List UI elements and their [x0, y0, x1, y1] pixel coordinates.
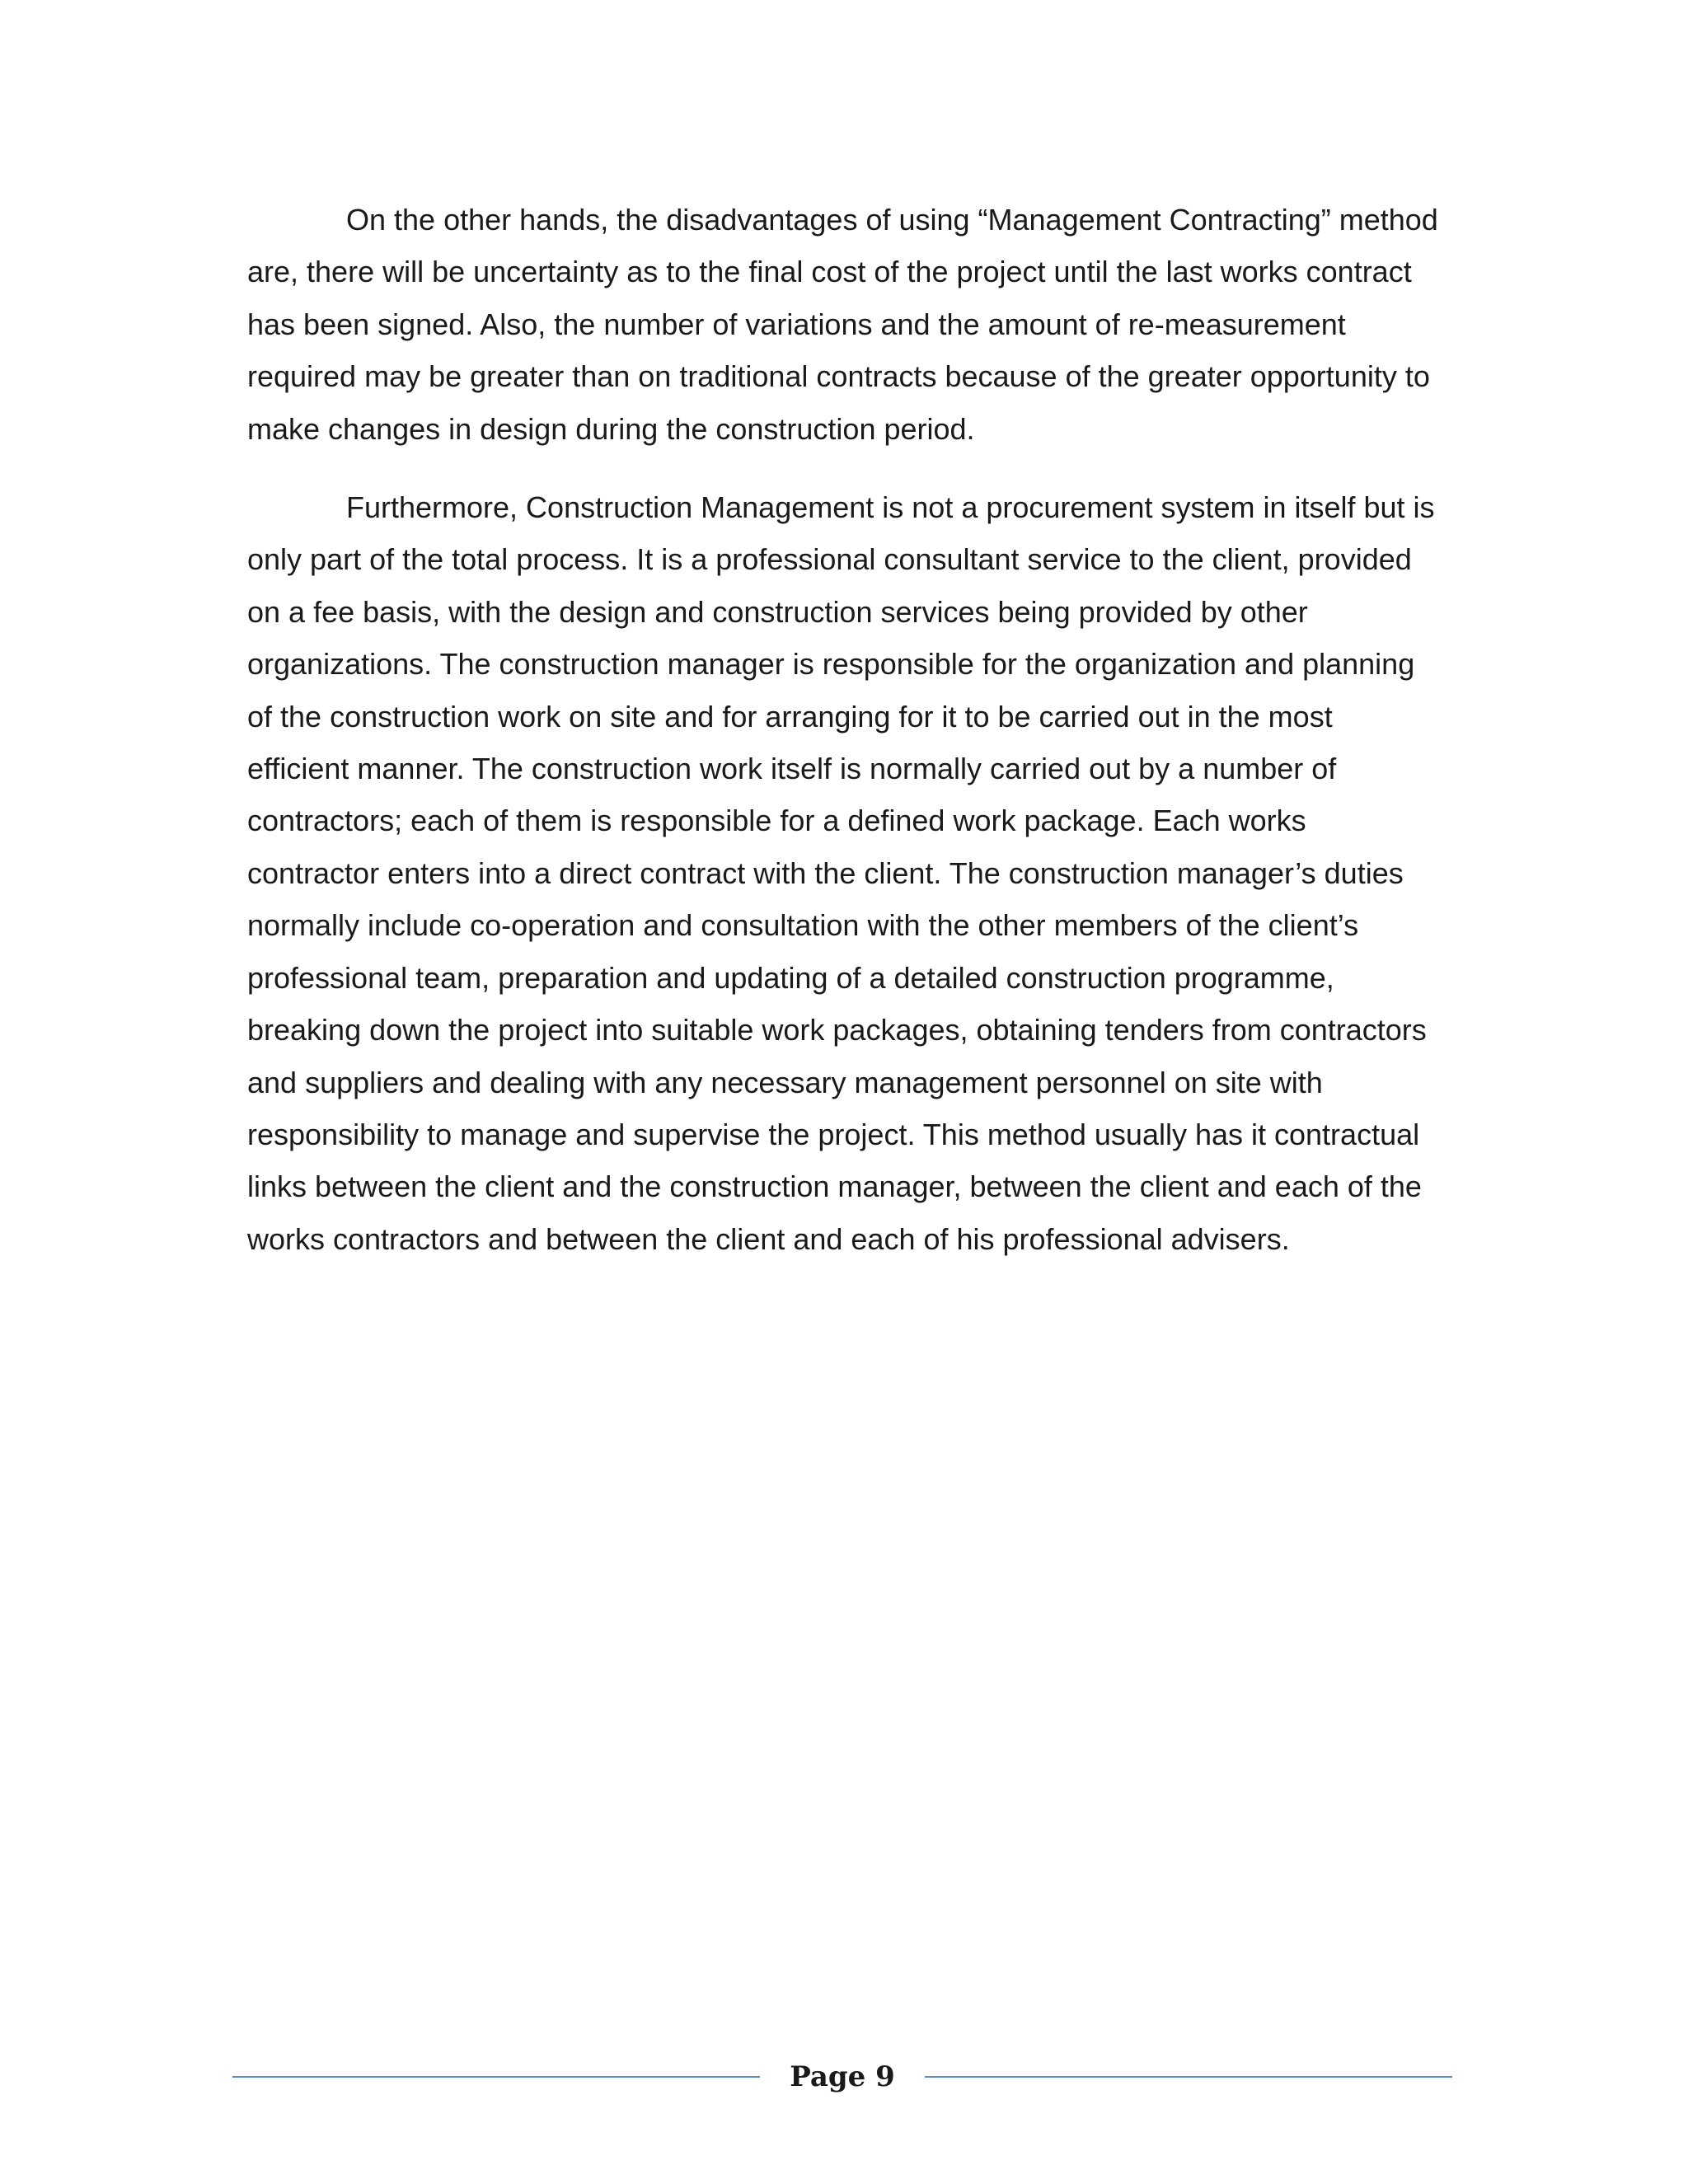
paragraph-construction-management: Furthermore, Construction Management is not a procurement system in itself but is only part of the total process. It is a professional consultant service to the client, provided on a fee basis, with the design and construction services being provided by other organizations. The construction manager is responsible for the organization and planning of the construction work on site and for arranging for it to be carried out in the most efficient manner. The construction work itself is normally carried out by a number of contractors; each of them is responsible for a defined work package. Each works contractor enters into a direct contract with the client. The construction manager’s duties normally include co-operation and consultation with the other members of the client’s professional team, preparation and updating of a detailed construction programme, breaking down the project into suitable work packages, obtaining tenders from contractors and suppliers and dealing with any necessary management personnel on site with responsibility to manage and supervise the project. This method usually has it contractual links between the client and the construction manager, between the client and each of the works contractors and between the client and each of his professional advisers.	[247, 490, 1435, 1256]
footer-rule-right	[925, 2076, 1452, 2078]
page-footer	[232, 2052, 1452, 2102]
paragraph-disadvantages: On the other hands, the disadvantages of using “Management Contracting” method are, there will be uncertainty as to the final cost of the project until the last works contract has been signed. Also, the number of variations and the amount of re-measurement required may be greater than on traditional contracts because of the greater opportunity to make changes in design during the construction period.	[247, 203, 1438, 446]
footer-rule-left	[232, 2076, 760, 2078]
page-number: Page 9	[790, 2060, 895, 2093]
body-text	[247, 194, 1442, 1265]
